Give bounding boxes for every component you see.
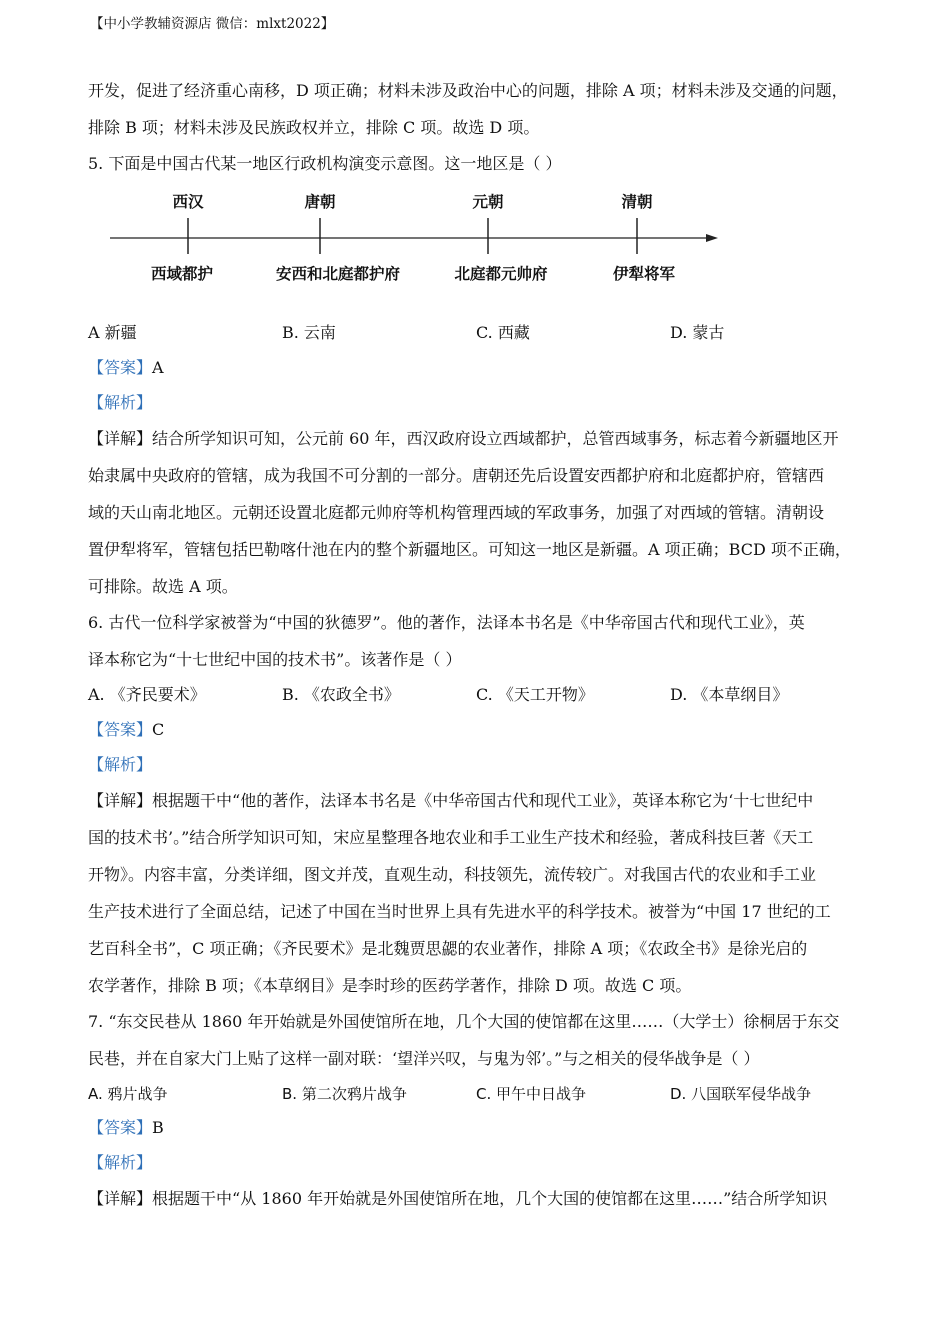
detail-line [88, 428, 878, 450]
timeline-institution-label: 北庭都元帅府 [454, 265, 548, 283]
question-5-stem: 5. 下面是中国古代某一地区行政机构演变示意图。这一地区是（ ） [88, 154, 562, 173]
timeline-diagram [108, 186, 728, 290]
analysis-line [88, 754, 878, 776]
detail-line: 置伊犁将军，管辖包括巴勒喀什池在内的整个新疆地区。可知这一地区是新疆。A 项正确；BCD 项不正确， [88, 540, 851, 559]
question-5-options [88, 322, 878, 344]
answer-tag: 【答案】 [88, 358, 153, 377]
analysis-line [88, 392, 878, 414]
answer-line [88, 719, 878, 741]
detail-line: 始隶属中央政府的管辖，成为我国不可分割的一部分。唐朝还先后设置安西都护府和北庭都护府，管辖西 [88, 466, 825, 485]
option-c[interactable]: C. 《天工开物》 [476, 685, 594, 704]
question-6-stem: 6. 古代一位科学家被誉为“中国的狄德罗”。他的著作，法译本书名是《中华帝国古代和现代工业》，英 [88, 613, 805, 632]
detail-line: 艺百科全书”，C 项正确；《齐民要术》是北魏贾思勰的农业著作，排除 A 项；《农政全书》是徐光启的 [88, 939, 808, 958]
timeline-institution-label: 安西和北庭都护府 [275, 265, 401, 283]
answer-tag: 【答案】 [88, 1118, 153, 1137]
detail-line [88, 790, 878, 812]
detail-tag: 【详解】 [88, 1189, 153, 1208]
analysis-tag: 【解析】 [88, 393, 153, 412]
detail-tag: 【详解】 [88, 429, 153, 448]
analysis-tag: 【解析】 [88, 755, 153, 774]
option-a[interactable]: A. 鸦片战争 [88, 1085, 168, 1103]
detail-line: 生产技术进行了全面总结，记述了中国在当时世界上具有先进水平的科学技术。被誉为“中国 17 世纪的工 [88, 902, 831, 921]
timeline-institution-label: 西域都护 [150, 265, 214, 283]
option-a[interactable]: A 新疆 [88, 323, 137, 342]
timeline-era-label: 西汉 [172, 193, 204, 211]
question-7-options [88, 1083, 878, 1105]
answer-value: C [152, 720, 165, 739]
detail-text: 根据题干中“从 1860 年开始就是外国使馆所在地，几个大国的使馆都在这里……”结合所学知识 [152, 1189, 828, 1208]
option-c[interactable]: C. 甲午中日战争 [476, 1085, 587, 1103]
detail-text: 结合所学知识可知，公元前 60 年，西汉政府设立西域都护，总管西域事务，标志着今新疆地区开 [152, 429, 839, 448]
analysis-tag: 【解析】 [88, 1153, 153, 1172]
option-d[interactable]: D. 《本草纲目》 [670, 685, 789, 704]
detail-line: 农学著作，排除 B 项；《本草纲目》是李时珍的医药学著作，排除 D 项。故选 C 项。 [88, 976, 692, 995]
option-a[interactable]: A. 《齐民要术》 [88, 685, 206, 704]
option-d[interactable]: D. 蒙古 [670, 323, 725, 342]
detail-line: 开物》。内容丰富，分类详细，图文并茂，直观生动，科技领先，流传较广。对我国古代的农业和手工业 [88, 865, 817, 884]
question-6-options [88, 684, 878, 706]
timeline-era-label: 清朝 [621, 193, 653, 211]
paragraph-line: 开发，促进了经济重心南移，D 项正确；材料未涉及政治中心的问题，排除 A 项；材料未涉及交通的问题， [88, 81, 848, 100]
option-c[interactable]: C. 西藏 [476, 323, 530, 342]
option-b[interactable]: B. 云南 [282, 323, 336, 342]
timeline-institution-label: 伊犁将军 [612, 265, 676, 283]
detail-line: 域的天山南北地区。元朝还设置北庭都元帅府等机构管理西域的军政事务，加强了对西域的管辖。清朝设 [88, 503, 825, 522]
paragraph-line: 排除 B 项；材料未涉及民族政权并立，排除 C 项。故选 D 项。 [88, 118, 540, 137]
option-d[interactable]: D. 八国联军侵华战争 [670, 1085, 812, 1103]
analysis-line [88, 1152, 878, 1174]
timeline-era-label: 唐朝 [304, 193, 336, 211]
answer-value: B [152, 1118, 164, 1137]
detail-line: 国的技术书’。”结合所学知识可知，宋应星整理各地农业和手工业生产技术和经验，著成科技巨著《天工 [88, 828, 814, 847]
question-6-stem: 译本称它为“十七世纪中国的技术书”。该著作是（ ） [88, 650, 462, 669]
detail-text: 根据题干中“他的著作，法译本书名是《中华帝国古代和现代工业》，英译本称它为‘十七世纪中 [152, 791, 814, 810]
detail-line: 可排除。故选 A 项。 [88, 577, 238, 596]
question-7-stem: 7. “东交民巷从 1860 年开始就是外国使馆所在地，几个大国的使馆都在这里……（大学士）徐桐居于东交 [88, 1012, 840, 1031]
answer-value: A [152, 358, 164, 377]
answer-line [88, 1117, 878, 1139]
option-b[interactable]: B. 第二次鸦片战争 [282, 1085, 407, 1103]
detail-line [88, 1188, 878, 1210]
question-7-stem: 民巷，并在自家大门上贴了这样一副对联：‘望洋兴叹，与鬼为邻’。”与之相关的侵华战争是（ ） [88, 1049, 760, 1068]
page-header: 【中小学教辅资源店 微信：mlxt2022】 [90, 16, 335, 32]
detail-tag: 【详解】 [88, 791, 153, 810]
option-b[interactable]: B. 《农政全书》 [282, 685, 400, 704]
answer-tag: 【答案】 [88, 720, 153, 739]
answer-line [88, 357, 878, 379]
timeline-era-label: 元朝 [472, 193, 504, 211]
